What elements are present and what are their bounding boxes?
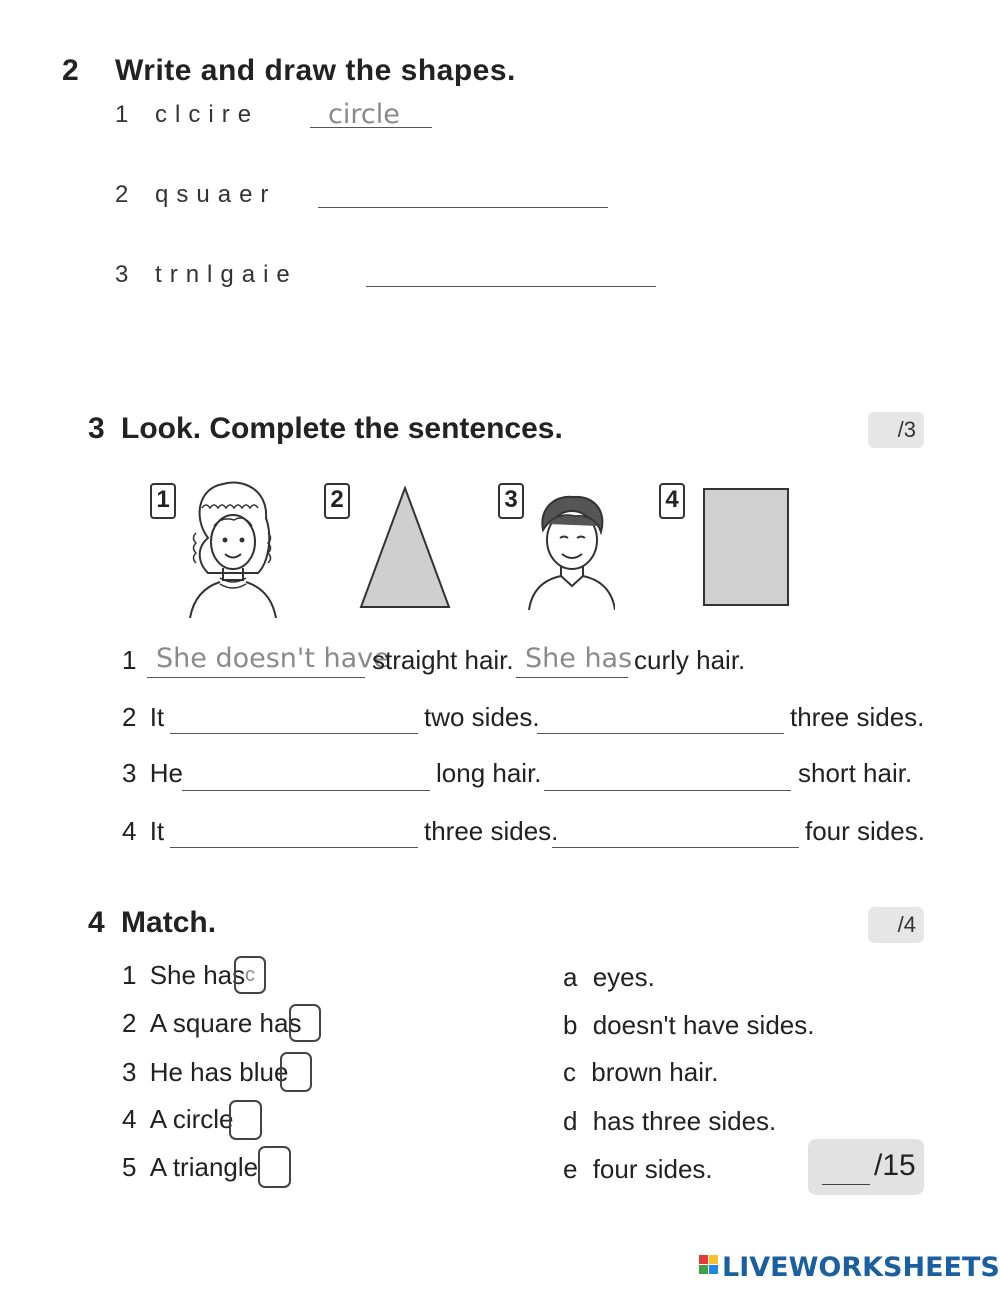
match-answer-box-5[interactable] xyxy=(258,1146,291,1188)
exercise-3-header xyxy=(88,412,563,446)
match-left-3 xyxy=(122,1057,288,1088)
match-left-1 xyxy=(122,960,245,991)
ex2-scrambled-word: qsuaer xyxy=(155,181,277,208)
ex3-s3-end: short hair. xyxy=(798,758,913,788)
ex3-s4-blank-1[interactable] xyxy=(170,847,418,848)
sentence-num: 3 xyxy=(122,758,137,788)
rectangle-icon xyxy=(702,487,792,607)
ex3-s1-blank-1[interactable] xyxy=(147,677,365,678)
match-text: four sides. xyxy=(592,1154,713,1184)
match-text: She has xyxy=(149,960,246,990)
ex3-s1-middle: straight hair. xyxy=(372,645,514,675)
match-num: 2 xyxy=(122,1008,137,1038)
ex3-s2-blank-2[interactable] xyxy=(537,733,784,734)
picture-number-1: 1 xyxy=(150,483,176,519)
exercise-4-header xyxy=(88,906,216,940)
ex2-scrambled-word: trnlgaie xyxy=(155,261,298,288)
match-num: 1 xyxy=(122,960,137,990)
match-text: has three sides. xyxy=(592,1106,777,1136)
ex2-item-1 xyxy=(115,101,259,129)
sentence-num: 4 xyxy=(122,816,137,846)
match-right-c xyxy=(563,1057,718,1088)
total-score-label: /15 xyxy=(874,1149,916,1182)
triangle-icon xyxy=(358,486,452,610)
ex3-s4-end: four sides. xyxy=(805,816,925,846)
exercise-4-number: 4 xyxy=(88,906,105,939)
match-text: A square has xyxy=(149,1008,302,1038)
match-text: eyes. xyxy=(592,962,655,992)
match-num: 5 xyxy=(122,1152,137,1182)
ex3-s1-blank-2[interactable] xyxy=(516,677,628,678)
ex3-s4-middle: three sides. xyxy=(424,816,559,846)
match-answer-box-4[interactable] xyxy=(229,1100,262,1140)
ex3-s4-blank-2[interactable] xyxy=(552,847,799,848)
match-letter: c xyxy=(563,1057,576,1087)
match-text: doesn't have sides. xyxy=(592,1010,815,1040)
ex3-sentence-2 xyxy=(122,702,164,733)
picture-number-2: 2 xyxy=(324,483,350,519)
match-letter: e xyxy=(563,1154,578,1184)
ex3-s3-blank-2[interactable] xyxy=(544,790,791,791)
ex3-s3-middle: long hair. xyxy=(436,758,542,788)
ex2-scrambled-word: clcire xyxy=(155,101,260,128)
match-right-a xyxy=(563,962,655,993)
ex2-item-num: 3 xyxy=(115,261,137,288)
ex3-s1-answer-2[interactable]: She has xyxy=(525,643,633,674)
sentence-start: It xyxy=(149,816,165,846)
ex3-s1-answer-1[interactable]: She doesn't have xyxy=(156,643,390,674)
sentence-num: 2 xyxy=(122,702,137,732)
ex3-sentence-3 xyxy=(122,758,183,789)
match-text: He has blue xyxy=(149,1057,289,1087)
ex2-item-num: 2 xyxy=(115,181,137,208)
liveworksheets-logo-icon xyxy=(699,1255,719,1281)
liveworksheets-brand: LIVEWORKSHEETS xyxy=(722,1252,1000,1283)
ex2-item-3 xyxy=(115,261,298,289)
match-right-b xyxy=(563,1010,814,1041)
ex3-s2-end: three sides. xyxy=(790,702,925,732)
ex3-sentence-1 xyxy=(122,645,136,676)
match-letter: b xyxy=(563,1010,578,1040)
ex2-answer-line-3[interactable] xyxy=(366,286,656,287)
ex3-sentence-4 xyxy=(122,816,164,847)
exercise-3-number: 3 xyxy=(88,412,105,445)
total-score-blank[interactable] xyxy=(822,1184,870,1185)
ex3-s1-end: curly hair. xyxy=(634,645,746,675)
exercise-2-title: Write and draw the shapes. xyxy=(115,54,516,87)
exercise-4-score: /4 xyxy=(868,907,924,943)
exercise-2-number: 2 xyxy=(62,54,79,87)
match-text: brown hair. xyxy=(591,1057,719,1087)
match-num: 4 xyxy=(122,1104,137,1134)
boy-short-hair-icon xyxy=(525,490,615,610)
match-letter: a xyxy=(563,962,578,992)
match-left-2 xyxy=(122,1008,301,1039)
match-left-4 xyxy=(122,1104,234,1135)
picture-number-4: 4 xyxy=(659,483,685,519)
total-score-box xyxy=(808,1139,924,1195)
sentence-start: It xyxy=(149,702,165,732)
exercise-3-score: /3 xyxy=(868,412,924,448)
match-num: 3 xyxy=(122,1057,137,1087)
match-right-e xyxy=(563,1154,713,1185)
ex2-item-num: 1 xyxy=(115,101,137,128)
ex3-s2-middle: two sides. xyxy=(424,702,540,732)
ex2-answer-1[interactable]: circle xyxy=(328,99,400,130)
ex3-s2-blank-1[interactable] xyxy=(170,733,418,734)
ex2-answer-line-2[interactable] xyxy=(318,207,608,208)
ex3-s3-blank-1[interactable] xyxy=(182,790,430,791)
match-answer-box-1[interactable]: c xyxy=(234,956,266,994)
match-right-d xyxy=(563,1106,776,1137)
match-text: A triangle xyxy=(149,1152,259,1182)
girl-curly-hair-icon xyxy=(188,478,278,618)
exercise-4-title: Match. xyxy=(121,906,217,939)
match-letter: d xyxy=(563,1106,578,1136)
match-left-5 xyxy=(122,1152,258,1183)
match-answer-box-2[interactable] xyxy=(289,1004,321,1042)
sentence-start: He xyxy=(149,758,183,788)
ex2-item-2 xyxy=(115,181,276,209)
picture-number-3: 3 xyxy=(498,483,524,519)
match-answer-box-3[interactable] xyxy=(280,1052,312,1092)
exercise-3-title: Look. Complete the sentences. xyxy=(121,412,563,445)
match-text: A circle xyxy=(149,1104,234,1134)
sentence-num: 1 xyxy=(122,645,137,675)
